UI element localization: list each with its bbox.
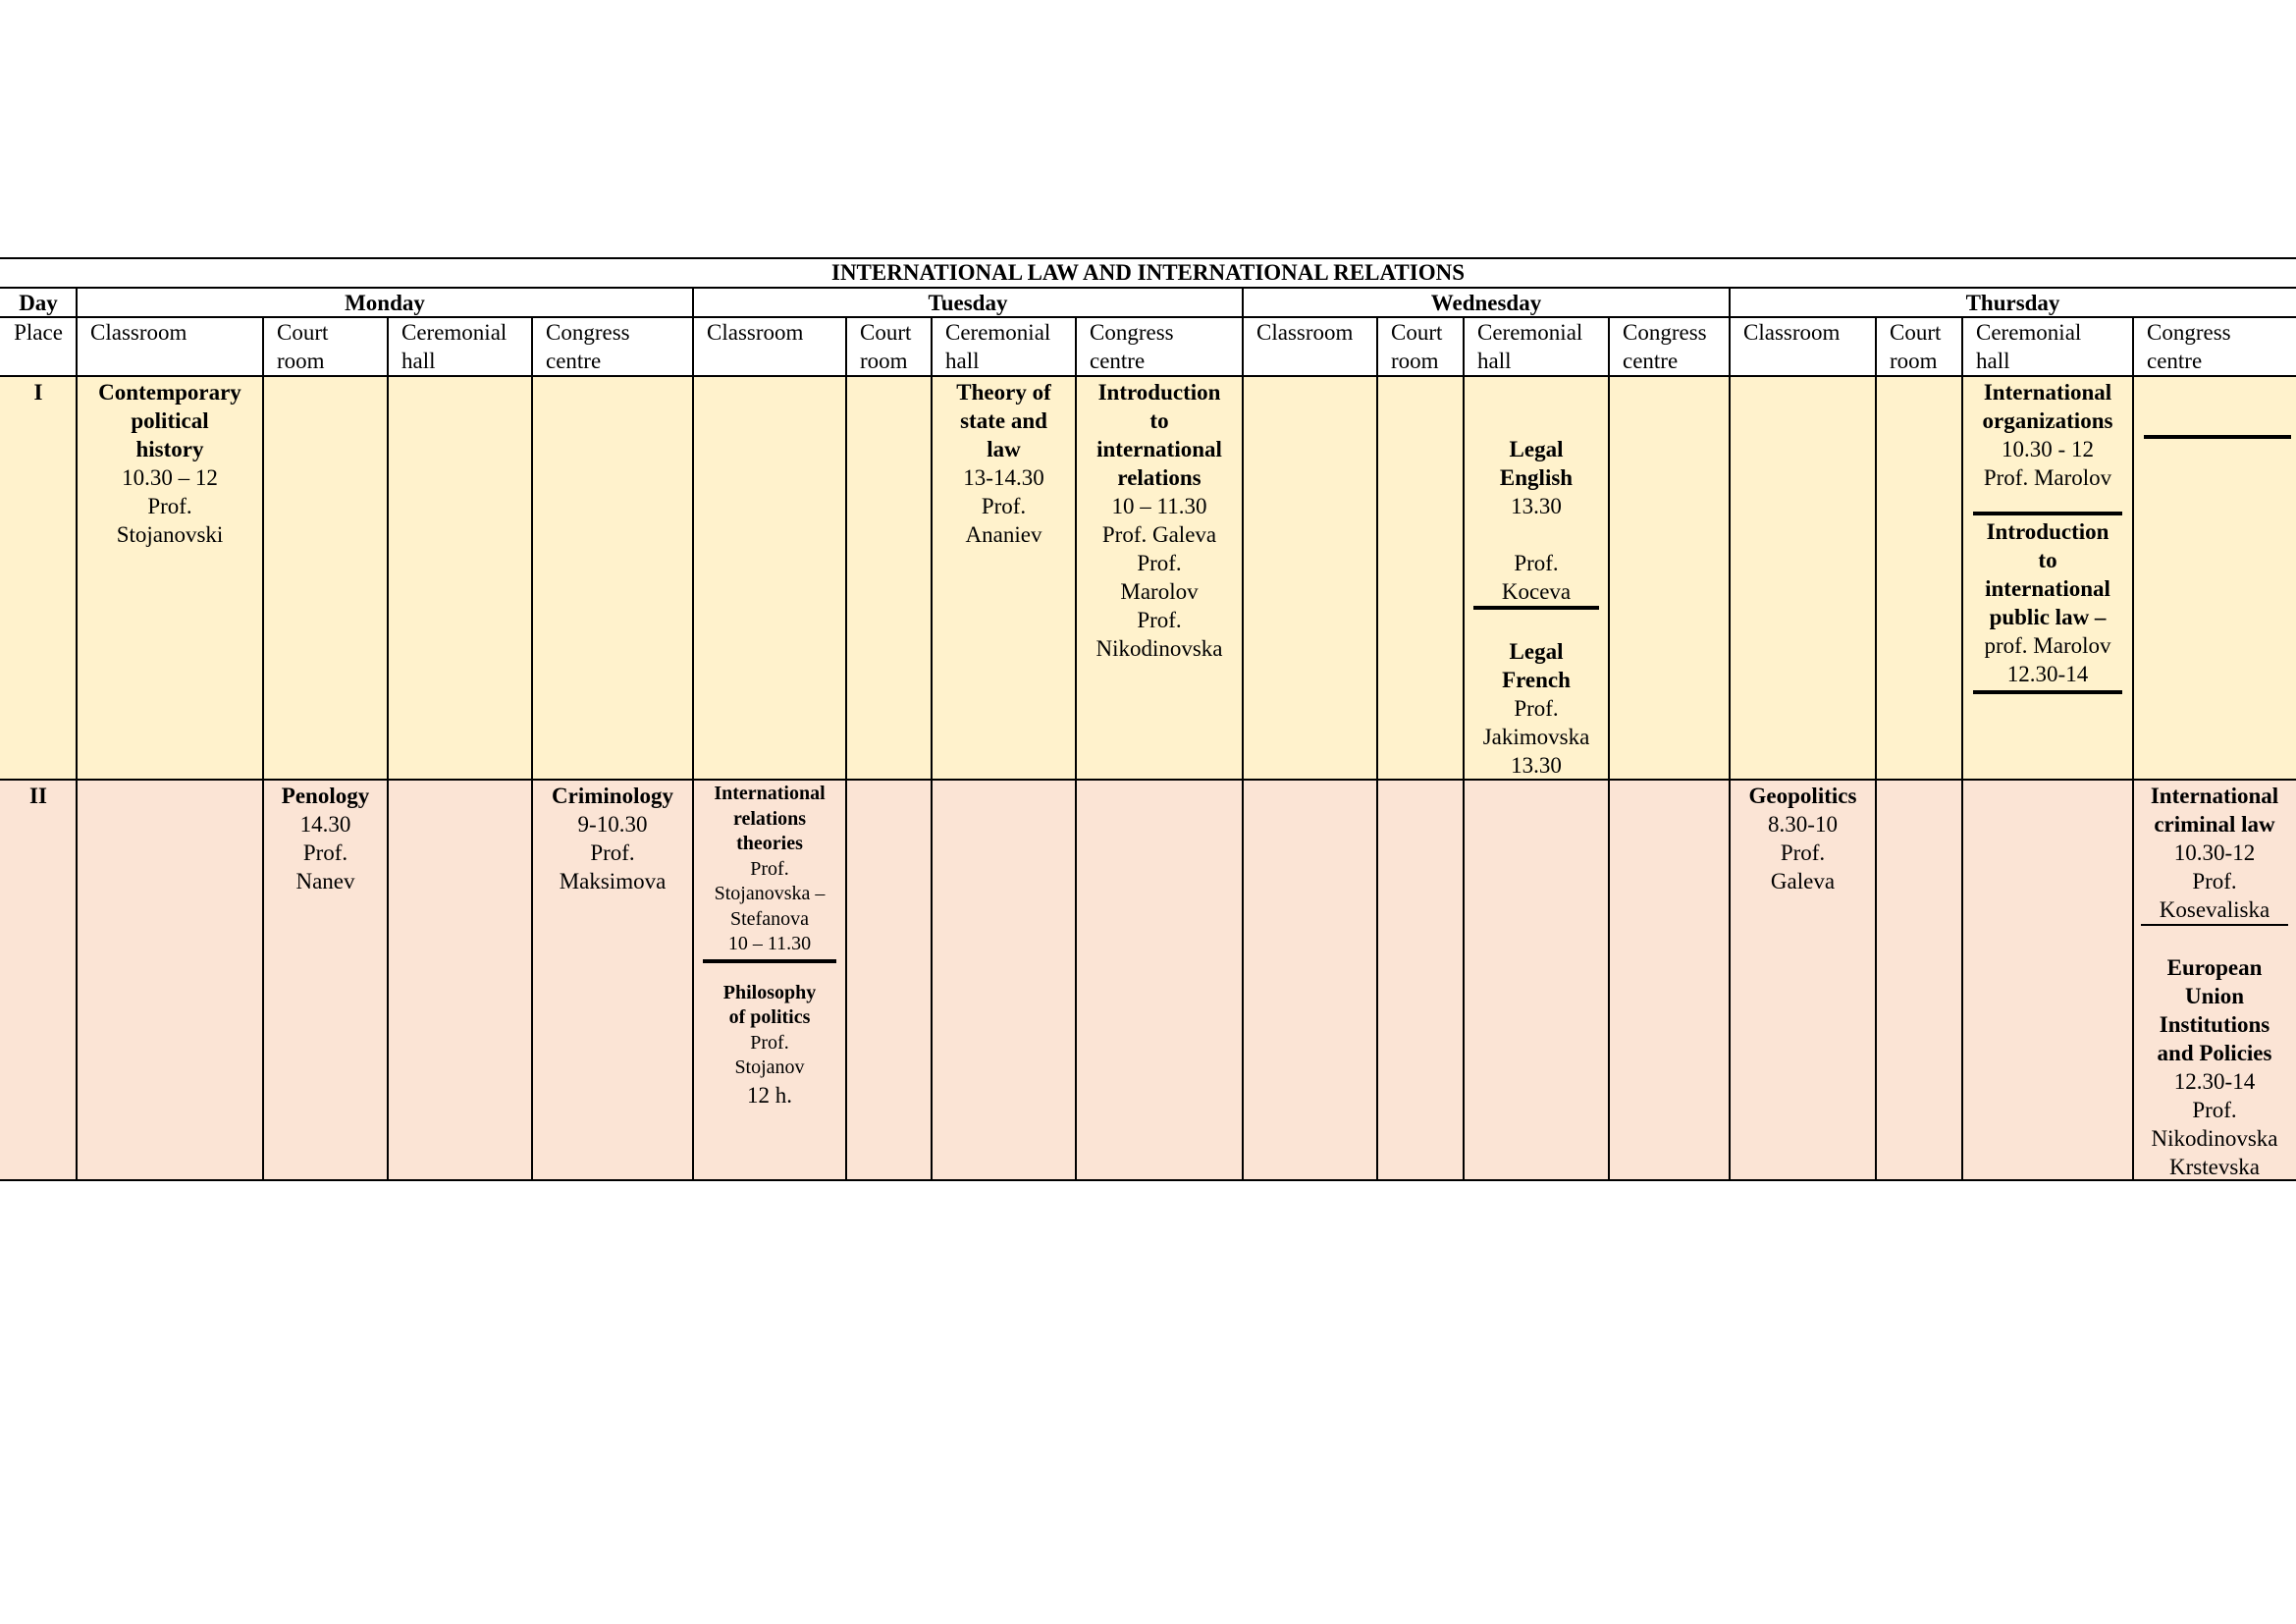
course-european-union-institutions-and-policies: European Union Institutions and Policies 12.30-14 Prof. Nikodinovska Krstevska bbox=[2151, 955, 2278, 1179]
course-legal-french: Legal French Prof. Jakimovska 13.30 bbox=[1482, 639, 1590, 778]
day-tuesday: Tuesday bbox=[928, 291, 1008, 315]
thursday-congress-centre-cell bbox=[2133, 782, 2296, 1181]
table-top-border bbox=[0, 257, 2296, 259]
day-column-border bbox=[1729, 287, 1731, 1181]
thursday-ceremonial-hall-cell bbox=[1962, 378, 2133, 694]
course-contemporary-political-history: Contemporary political history 10.30 – 12 Prof. Stojanovski bbox=[98, 380, 241, 547]
day-monday: Monday bbox=[345, 291, 425, 315]
room-column-border bbox=[1463, 316, 1465, 1181]
empty-slot-rule bbox=[2144, 435, 2291, 439]
tuesday-classroom-cell bbox=[693, 782, 846, 1110]
course-penology: Penology 14.30 Prof. Nanev bbox=[281, 784, 370, 893]
course-international-criminal-law: International criminal law 10.30-12 Prof. Kosevaliska bbox=[2150, 784, 2279, 922]
course-separator bbox=[1973, 512, 2122, 515]
room-column-border bbox=[1961, 316, 1963, 1181]
course-philosophy-of-politics: Philosophy of politics Prof. Stojanov 12 h. bbox=[722, 981, 817, 1108]
room-column-border bbox=[387, 316, 389, 1181]
schedule-table bbox=[0, 257, 2296, 1181]
room-column-border bbox=[1075, 316, 1077, 1181]
room-column-border bbox=[1875, 316, 1877, 1181]
room-header-classroom: Classroom bbox=[707, 320, 804, 345]
room-column-border bbox=[845, 316, 847, 1181]
room-column-border bbox=[1608, 316, 1610, 1181]
header-rule bbox=[0, 375, 2296, 377]
row-label-i: I bbox=[33, 380, 43, 405]
day-wednesday: Wednesday bbox=[1430, 291, 1542, 315]
course-theory-of-state-and-law: Theory of state and law 13-14.30 Prof. Ananiev bbox=[956, 380, 1051, 547]
room-header-ceremonial-hall: Ceremonial hall bbox=[1477, 320, 1583, 373]
row-label-ii: II bbox=[29, 784, 47, 808]
course-legal-english: Legal English 13.30 Prof. Koceva bbox=[1499, 437, 1574, 604]
day-column-border bbox=[692, 287, 694, 1181]
room-header-congress-centre: Congress centre bbox=[2147, 320, 2231, 373]
room-header-ceremonial-hall: Ceremonial hall bbox=[945, 320, 1051, 373]
table-title: INTERNATIONAL LAW AND INTERNATIONAL RELATIONS bbox=[831, 260, 1465, 285]
course-introduction-to-international-relations: Introduction to international relations 10 – 11.30 Prof. Galeva Prof. Marolov Prof. Nikodinovska bbox=[1095, 380, 1223, 661]
course-international-relations-theories: International relations theories Prof. Stojanovska – Stefanova 10 – 11.30 bbox=[714, 783, 826, 954]
day-column-border bbox=[1242, 287, 1244, 1181]
course-separator bbox=[2141, 924, 2288, 926]
room-column-border bbox=[1376, 316, 1378, 1181]
room-header-classroom: Classroom bbox=[90, 320, 187, 345]
room-header-classroom: Classroom bbox=[1256, 320, 1354, 345]
day-column-border bbox=[76, 287, 78, 1181]
room-header-court-room: Court room bbox=[277, 320, 329, 373]
title-rule bbox=[0, 287, 2296, 289]
room-column-border bbox=[931, 316, 933, 1181]
course-separator bbox=[1973, 690, 2122, 694]
course-introduction-to-international-public-law: Introduction to international public law – prof. Marolov 12.30-14 bbox=[1984, 519, 2111, 686]
room-column-border bbox=[531, 316, 533, 1181]
course-separator bbox=[703, 959, 836, 963]
room-header-court-room: Court room bbox=[860, 320, 912, 373]
course-separator bbox=[1473, 606, 1599, 610]
room-column-border bbox=[262, 316, 264, 1181]
day-label: Day bbox=[19, 291, 58, 315]
room-header-classroom: Classroom bbox=[1743, 320, 1841, 345]
course-criminology: Criminology 9-10.30 Prof. Maksimova bbox=[552, 784, 673, 893]
day-thursday: Thursday bbox=[1965, 291, 2060, 315]
room-header-congress-centre: Congress centre bbox=[1623, 320, 1707, 373]
course-international-organizations: International organizations 10.30 - 12 Prof. Marolov bbox=[1982, 380, 2113, 490]
room-header-ceremonial-hall: Ceremonial hall bbox=[1976, 320, 2082, 373]
room-header-ceremonial-hall: Ceremonial hall bbox=[401, 320, 507, 373]
place-label: Place bbox=[14, 320, 63, 345]
course-geopolitics: Geopolitics 8.30-10 Prof. Galeva bbox=[1748, 784, 1857, 893]
row-divider bbox=[0, 779, 2296, 781]
wednesday-ceremonial-hall-cell bbox=[1464, 435, 1609, 780]
room-header-court-room: Court room bbox=[1391, 320, 1443, 373]
room-column-border bbox=[2132, 316, 2134, 1181]
room-header-congress-centre: Congress centre bbox=[546, 320, 630, 373]
room-header-court-room: Court room bbox=[1890, 320, 1942, 373]
table-bottom-border bbox=[0, 1179, 2296, 1181]
day-rule bbox=[0, 316, 2296, 318]
room-header-congress-centre: Congress centre bbox=[1090, 320, 1174, 373]
